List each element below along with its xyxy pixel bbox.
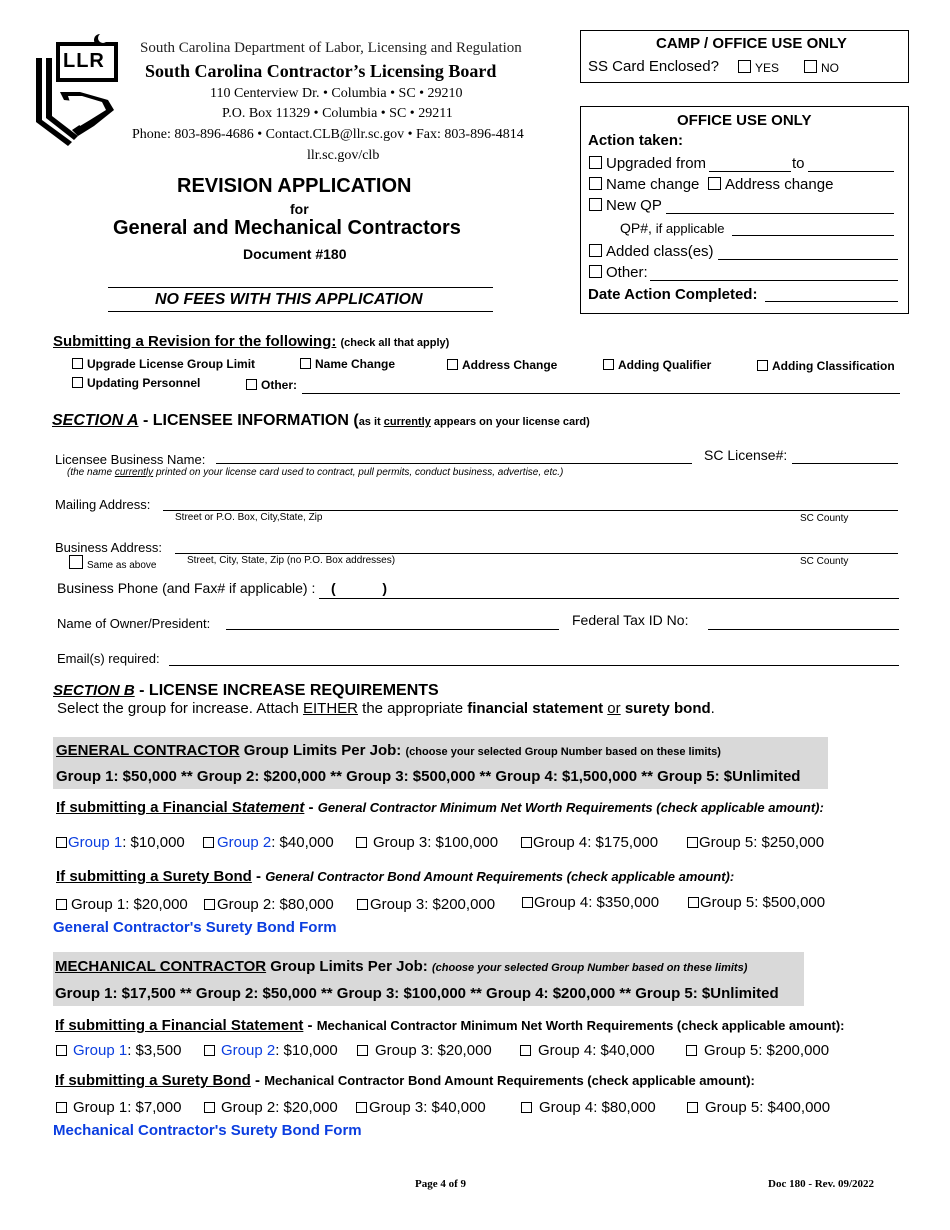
title-divider-bottom — [108, 311, 493, 312]
business-county-hint: SC County — [800, 556, 849, 567]
agency-name: South Carolina Department of Labor, Licensing and Regulation — [140, 40, 522, 56]
title-line-2: for — [290, 201, 309, 217]
revision-adding-qualifier[interactable]: Adding Qualifier — [603, 358, 711, 372]
office-address-change-checkbox[interactable] — [708, 177, 721, 190]
added-classes-option: Added class(es) — [589, 243, 714, 260]
new-qp-option: New QP — [589, 197, 662, 214]
mechanical-sb-group-2[interactable]: Group 2: $20,000 — [204, 1099, 338, 1116]
email-label: Email(s) required: — [57, 651, 160, 666]
upgraded-checkbox[interactable] — [589, 156, 602, 169]
qp-number-label: QP#, if applicable — [620, 220, 725, 236]
section-b-heading: SECTION B - LICENSE INCREASE REQUIREMENTS — [53, 682, 439, 699]
federal-tax-label: Federal Tax ID No: — [572, 612, 689, 628]
mechanical-sb-group-5-checkbox[interactable] — [687, 1102, 698, 1113]
date-completed-label: Date Action Completed: — [588, 286, 758, 303]
camp-box-title: CAMP / OFFICE USE ONLY — [656, 35, 847, 52]
general-fs-group-4-checkbox[interactable] — [521, 837, 532, 848]
mechanical-fs-group-5[interactable]: Group 5: $200,000 — [686, 1042, 829, 1059]
revision-name-change[interactable]: Name Change — [300, 357, 395, 371]
general-fs-group-3-checkbox[interactable] — [356, 837, 367, 848]
general-sb-group-2-checkbox[interactable] — [204, 899, 215, 910]
mechanical-fs-group-3-checkbox[interactable] — [357, 1045, 368, 1056]
federal-tax-field[interactable] — [708, 629, 899, 630]
mechanical-sb-group-4[interactable]: Group 4: $80,000 — [521, 1099, 656, 1116]
revision-adding-classification[interactable]: Adding Classification — [757, 359, 895, 373]
ss-card-label: SS Card Enclosed? — [588, 58, 719, 75]
title-line-1: REVISION APPLICATION — [177, 175, 412, 197]
ss-yes-checkbox[interactable] — [738, 60, 751, 73]
general-fs-group-2[interactable]: Group 2: $40,000 — [203, 834, 334, 851]
document-number: Document #180 — [243, 246, 347, 262]
mechanical-heading: MECHANICAL CONTRACTOR Group Limits Per Job: (choose your selected Group Number based on these limits) — [55, 958, 748, 975]
mechanical-surety-bond-form-link[interactable]: Mechanical Contractor's Surety Bond Form — [53, 1122, 362, 1139]
board-name: South Carolina Contractor’s Licensing Board — [145, 61, 497, 81]
address-change-checkbox[interactable] — [447, 359, 458, 370]
ss-no-checkbox[interactable] — [804, 60, 817, 73]
owner-field[interactable] — [226, 629, 559, 630]
mechanical-fs-group-4-checkbox[interactable] — [520, 1045, 531, 1056]
mechanical-sb-group-2-checkbox[interactable] — [204, 1102, 215, 1113]
business-name-field[interactable] — [216, 463, 692, 464]
mechanical-sb-group-4-checkbox[interactable] — [521, 1102, 532, 1113]
sc-license-field[interactable] — [792, 463, 898, 464]
office-other-checkbox[interactable] — [589, 265, 602, 278]
same-as-above-checkbox[interactable] — [69, 555, 83, 569]
sc-license-label: SC License#: — [704, 447, 788, 463]
mailing-address-label: Mailing Address: — [55, 497, 151, 512]
business-address-hint: Street, City, State, Zip (no P.O. Box addresses) — [187, 555, 396, 566]
phone-field[interactable] — [319, 598, 899, 599]
ss-no-option[interactable]: NO — [804, 60, 839, 75]
phone-area-code[interactable]: ( ) — [331, 580, 387, 596]
general-sb-group-4[interactable]: Group 4: $350,000 — [522, 894, 659, 911]
llr-logo — [28, 30, 128, 150]
owner-label: Name of Owner/President: — [57, 616, 211, 631]
office-other-option: Other: — [589, 264, 648, 281]
mechanical-sb-group-1-checkbox[interactable] — [56, 1102, 67, 1113]
address-2: P.O. Box 11329 • Columbia • SC • 29211 — [222, 106, 453, 121]
new-qp-field[interactable] — [666, 213, 894, 214]
adding-classification-checkbox[interactable] — [757, 360, 768, 371]
general-fs-group-1-checkbox[interactable] — [56, 837, 67, 848]
mechanical-sb-heading: If submitting a Surety Bond - Mechanical Contractor Bond Amount Requirements (check applicable amount): — [55, 1072, 755, 1089]
revision-other-field[interactable] — [302, 393, 900, 394]
general-sb-group-3-checkbox[interactable] — [357, 899, 368, 910]
general-heading: GENERAL CONTRACTOR Group Limits Per Job: (choose your selected Group Number based on these limits) — [56, 742, 721, 759]
other-checkbox[interactable] — [246, 379, 257, 390]
general-fs-group-5[interactable]: Group 5: $250,000 — [687, 834, 824, 851]
mechanical-fs-group-3[interactable]: Group 3: $20,000 — [357, 1042, 492, 1059]
date-completed-field[interactable] — [765, 301, 898, 302]
general-sb-group-3[interactable]: Group 3: $200,000 — [357, 896, 495, 913]
upgraded-from-option: Upgraded from — [589, 155, 706, 172]
general-sb-group-5[interactable]: Group 5: $500,000 — [688, 894, 825, 911]
revision-other[interactable]: Other: — [246, 378, 297, 392]
business-address-label: Business Address: — [55, 540, 162, 555]
mechanical-sb-group-3-checkbox[interactable] — [356, 1102, 367, 1113]
general-sb-heading: If submitting a Surety Bond - General Contractor Bond Amount Requirements (check applicable amount): — [56, 868, 735, 885]
general-fs-group-2-checkbox[interactable] — [203, 837, 214, 848]
same-as-above-option[interactable]: Same as above — [69, 555, 157, 571]
mechanical-fs-group-1[interactable]: Group 1: $3,500 — [56, 1042, 181, 1059]
no-fees-notice: NO FEES WITH THIS APPLICATION — [155, 291, 423, 308]
mechanical-fs-group-2-checkbox[interactable] — [204, 1045, 215, 1056]
revision-address-change[interactable]: Address Change — [447, 358, 557, 372]
general-sb-group-5-checkbox[interactable] — [688, 897, 699, 908]
mechanical-sb-group-3[interactable]: Group 3: $40,000 — [356, 1099, 486, 1116]
mailing-county-hint: SC County — [800, 513, 849, 524]
office-name-change-checkbox[interactable] — [589, 177, 602, 190]
llr-logo-icon — [28, 30, 128, 150]
qp-number-field[interactable] — [732, 235, 894, 236]
general-surety-bond-form-link[interactable]: General Contractor's Surety Bond Form — [53, 919, 337, 936]
action-taken-label: Action taken: — [588, 132, 684, 149]
office-address-change-option: Address change — [708, 176, 833, 193]
new-qp-checkbox[interactable] — [589, 198, 602, 211]
general-fs-group-4[interactable]: Group 4: $175,000 — [521, 834, 658, 851]
mailing-address-field[interactable] — [163, 510, 898, 511]
mechanical-limits: Group 1: $17,500 ** Group 2: $50,000 ** Group 3: $100,000 ** Group 4: $200,000 ** Group 5: $Unlimited — [55, 985, 779, 1002]
upgraded-to-field[interactable] — [808, 171, 894, 172]
logo-text: LLR — [63, 50, 105, 72]
general-fs-group-5-checkbox[interactable] — [687, 837, 698, 848]
mechanical-fs-group-5-checkbox[interactable] — [686, 1045, 697, 1056]
section-b-instructions: Select the group for increase. Attach EITHER the appropriate financial statement or surety bond. — [57, 700, 715, 717]
business-name-hint: (the name currently printed on your license card used to contract, pull permits, conduct business, advertise, etc.) — [67, 467, 564, 478]
page-number: Page 4 of 9 — [415, 1178, 467, 1190]
office-other-field[interactable] — [650, 280, 898, 281]
mechanical-fs-heading: If submitting a Financial Statement - Mechanical Contractor Minimum Net Worth Requirements (check applicable amount): — [55, 1017, 845, 1034]
upgrade-checkbox[interactable] — [72, 358, 83, 369]
mailing-address-hint: Street or P.O. Box, City,State, Zip — [175, 512, 323, 523]
mechanical-sb-group-5[interactable]: Group 5: $400,000 — [687, 1099, 830, 1116]
mechanical-fs-group-4[interactable]: Group 4: $40,000 — [520, 1042, 655, 1059]
ss-yes-option[interactable]: YES — [738, 60, 779, 75]
business-address-field[interactable] — [175, 553, 898, 554]
general-sb-group-4-checkbox[interactable] — [522, 897, 533, 908]
website: llr.sc.gov/clb — [307, 148, 380, 163]
general-fs-group-3[interactable]: Group 3: $100,000 — [356, 834, 498, 851]
name-change-checkbox[interactable] — [300, 358, 311, 369]
general-fs-group-1[interactable]: Group 1: $10,000 — [56, 834, 185, 851]
address-1: 110 Centerview Dr. • Columbia • SC • 29210 — [210, 86, 463, 101]
general-limits: Group 1: $50,000 ** Group 2: $200,000 ** Group 3: $500,000 ** Group 4: $1,500,000 ** Group 5: $Unlimited — [56, 768, 801, 785]
general-fs-heading: If submitting a Financial Statement - General Contractor Minimum Net Worth Requirements (check applicable amount): — [56, 799, 824, 816]
revision-heading: Submitting a Revision for the following: (check all that apply) — [53, 333, 450, 350]
revision-updating-personnel[interactable]: Updating Personnel — [72, 376, 200, 390]
updating-personnel-checkbox[interactable] — [72, 377, 83, 388]
general-sb-group-2[interactable]: Group 2: $80,000 — [204, 896, 334, 913]
added-classes-field[interactable] — [718, 259, 898, 260]
mechanical-fs-group-2[interactable]: Group 2: $10,000 — [204, 1042, 338, 1059]
office-box-title: OFFICE USE ONLY — [677, 112, 812, 129]
title-line-3: General and Mechanical Contractors — [113, 217, 461, 239]
upgraded-to-label: to — [792, 155, 805, 172]
business-name-label: Licensee Business Name: — [55, 452, 206, 467]
general-sb-group-1-checkbox[interactable] — [56, 899, 67, 910]
contact-line: Phone: 803-896-4686 • Contact.CLB@llr.sc.gov • Fax: 803-896-4814 — [132, 127, 524, 142]
doc-revision: Doc 180 - Rev. 09/2022 — [768, 1178, 875, 1190]
general-sb-group-1[interactable]: Group 1: $20,000 — [56, 896, 188, 913]
email-field[interactable] — [169, 665, 899, 666]
added-classes-checkbox[interactable] — [589, 244, 602, 257]
mechanical-sb-group-1[interactable]: Group 1: $7,000 — [56, 1099, 181, 1116]
office-name-change-option: Name change — [589, 176, 699, 193]
revision-upgrade[interactable]: Upgrade License Group Limit — [72, 357, 255, 371]
title-divider-top — [108, 287, 493, 288]
mechanical-fs-group-1-checkbox[interactable] — [56, 1045, 67, 1056]
upgraded-from-field[interactable] — [709, 171, 791, 172]
phone-label: Business Phone (and Fax# if applicable) : — [57, 580, 316, 596]
adding-qualifier-checkbox[interactable] — [603, 359, 614, 370]
section-a-heading: SECTION A - LICENSEE INFORMATION (as it currently appears on your license card) — [52, 412, 590, 429]
